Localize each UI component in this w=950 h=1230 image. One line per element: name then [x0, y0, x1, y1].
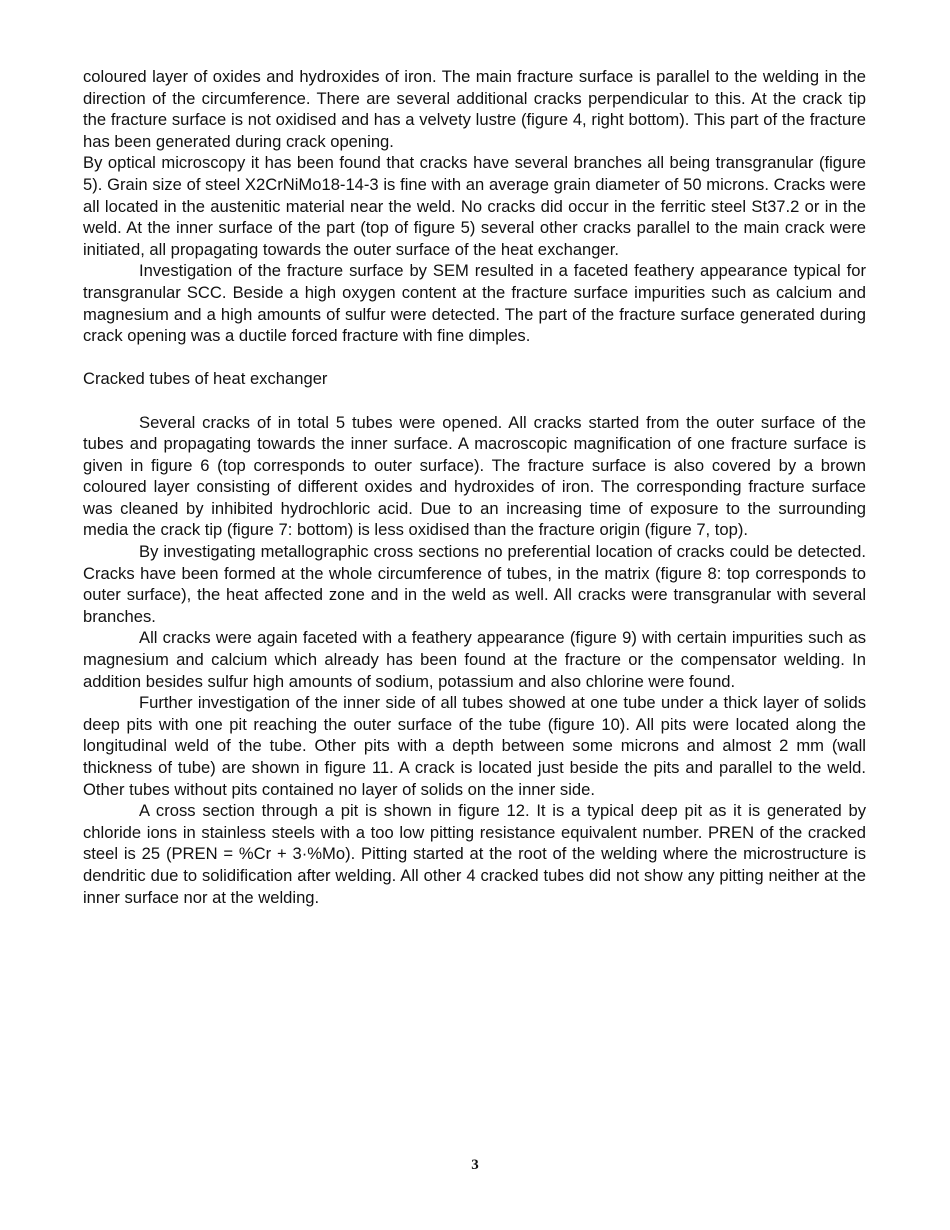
paragraph-optical-microscopy: By optical microscopy it has been found that cracks have several branches all being transgranular (figure 5). Grain size of steel X2CrNiMo18-14-3 is fine with an average grain diameter of 50 microns. Cracks were all located in the austenitic material near the weld. No cracks did occur in the ferritic steel St37.2 or in the weld. At the inner surface of the part (top of figure 5) several other cracks parallel to the main crack were initiated, all propagating towards the outer surface of the heat exchanger.	[83, 153, 866, 259]
paragraph-tubes-opened: Several cracks of in total 5 tubes were opened. All cracks started from the outer surface of the tubes and propagating towards the inner surface. A macroscopic magnification of one fracture surface is given in figure 6 (top corresponds to outer surface). The fracture surface is also covered by a brown coloured layer consisting of different oxides and hydroxides of iron. The corresponding fracture surface was cleaned by inhibited hydrochloric acid. Due to an increasing time of exposure to the surrounding media the crack tip (figure 7: bottom) is less oxidised than the fracture origin (figure 7, top).	[83, 412, 866, 540]
paragraph-metallographic-sections: By investigating metallographic cross sections no preferential location of cracks could be detected. Cracks have been formed at the whole circumference of tubes, in the matrix (figure 8: top corresponds to outer surface), the heat affected zone and in the weld as well. All cracks were transgranular with several branches.	[83, 542, 866, 626]
paragraph-pit-cross-section: A cross section through a pit is shown in figure 12. It is a typical deep pit as it is generated by chloride ions in stainless steels with a too low pitting resistance equivalent number. PREN of the cracked steel is 25 (PREN = %Cr + 3·%Mo). Pitting started at the root of the welding where the microstructure is dendritic due to solidification after welding. All other 4 cracked tubes did not show any pitting neither at the inner surface nor at the welding.	[83, 801, 866, 907]
paragraph-feathery-appearance: All cracks were again faceted with a feathery appearance (figure 9) with certain impurities such as magnesium and calcium which already has been found at the fracture or the compensator welding. In addition besides sulfur high amounts of sodium, potassium and also chlorine were found.	[83, 628, 866, 691]
section-heading: Cracked tubes of heat exchanger	[83, 369, 328, 389]
page-number: 3	[471, 1157, 479, 1173]
paragraph-sem-investigation: Investigation of the fracture surface by SEM resulted in a faceted feathery appearance typical for transgranular SCC. Beside a high oxygen content at the fracture surface impurities such as calcium and magnesium and a high amounts of sulfur were detected. The part of the fracture surface generated during crack opening was a ductile forced fracture with fine dimples.	[83, 261, 866, 346]
paragraph-inner-side-pits: Further investigation of the inner side of all tubes showed at one tube under a thick layer of solids deep pits with one pit reaching the outer surface of the tube (figure 10). All pits were located along the longitudinal weld of the tube. Other pits with a depth between some microns and almost 2 mm (wall thickness of tube) are shown in figure 11. A crack is located just beside the pits and parallel to the weld. Other tubes without pits contained no layer of solids on the inner side.	[83, 693, 866, 799]
document-body	[83, 66, 866, 908]
paragraph-crack-description: coloured layer of oxides and hydroxides of iron. The main fracture surface is parallel to the welding in the direction of the circumference. There are several additional cracks perpendicular to this. At the crack tip the fracture surface is not oxidised and has a velvety lustre (figure 4, right bottom). This part of the fracture has been generated during crack opening.	[83, 67, 866, 151]
